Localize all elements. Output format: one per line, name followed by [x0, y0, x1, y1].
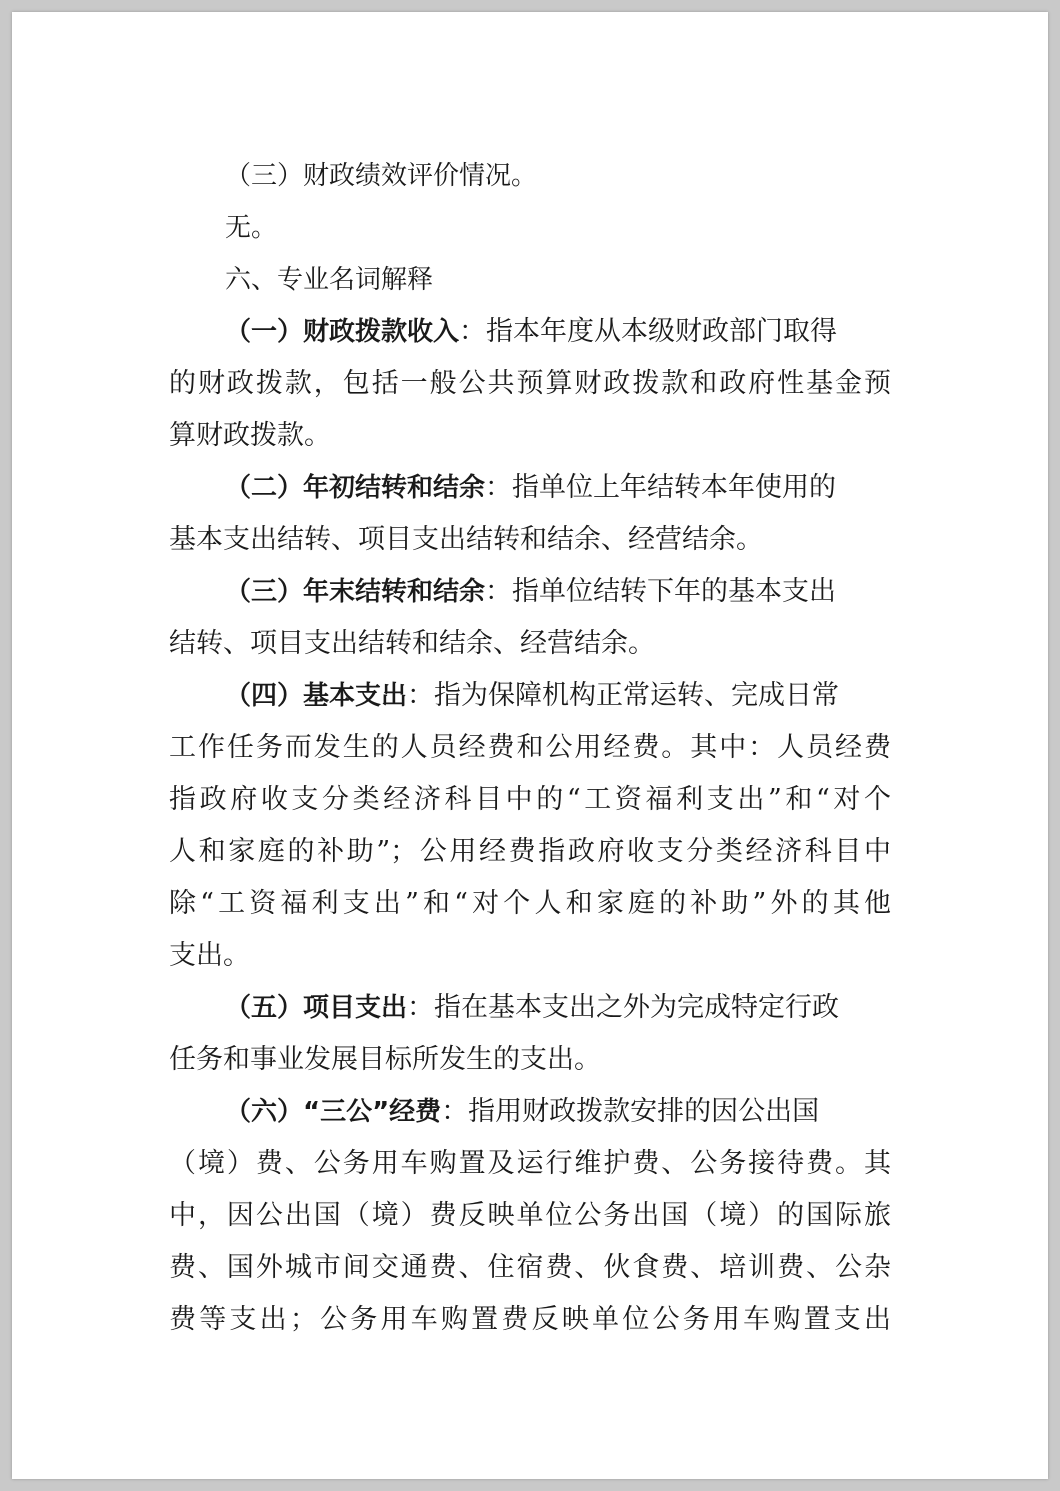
glossary-item-5-line-1 — [169, 982, 891, 1034]
glossary-item-6-line-2: （境）费、公务用车购置及运行维护费、公务接待费。其 — [169, 1148, 891, 1179]
glossary-item-6-line-4: 费、国外城市间交通费、住宿费、伙食费、培训费、公杂 — [169, 1252, 891, 1283]
section-heading-performance: （三）财政绩效评价情况。 — [225, 161, 538, 191]
glossary-item-3-line-2: 结转、项目支出结转和结余、经营结余。 — [169, 628, 655, 659]
glossary-item-5-line-2: 任务和事业发展目标所发生的支出。 — [169, 1044, 601, 1075]
glossary-item-4-line-4: 人和家庭的补助”；公用经费指政府收支分类经济科目中 — [169, 836, 891, 867]
glossary-item-4-line-3: 指政府收支分类经济科目中的“工资福利支出”和“对个 — [169, 784, 891, 815]
glossary-term-3: （三）年末结转和结余 — [225, 577, 486, 607]
glossary-text: ：指用财政拨款安排的因公出国 — [441, 1096, 820, 1127]
glossary-text: ：指单位结转下年的基本支出 — [485, 576, 837, 607]
glossary-item-2-line-2: 基本支出结转、项目支出结转和结余、经营结余。 — [169, 524, 763, 555]
glossary-text: ：指在基本支出之外为完成特定行政 — [407, 992, 840, 1023]
none-statement: 无。 — [225, 213, 278, 243]
glossary-item-6-line-3: 中，因公出国（境）费反映单位公务出国（境）的国际旅 — [169, 1200, 891, 1231]
glossary-item-4-line-5: 除“工资福利支出”和“对个人和家庭的补助”外的其他 — [169, 888, 891, 919]
glossary-item-4-line-1 — [169, 670, 891, 722]
glossary-item-6-line-5: 费等支出；公务用车购置费反映单位公务用车购置支出 — [169, 1304, 891, 1335]
glossary-term-5: （五）项目支出 — [225, 993, 408, 1023]
glossary-item-1-line-1 — [169, 306, 891, 358]
glossary-term-1: （一）财政拨款收入 — [225, 317, 460, 347]
glossary-text: ：指单位上年结转本年使用的 — [485, 472, 837, 503]
section-heading-glossary: 六、专业名词解释 — [225, 265, 434, 295]
glossary-item-4-line-2: 工作任务而发生的人员经费和公用经费。其中：人员经费 — [169, 732, 891, 763]
document-page — [12, 12, 1048, 1479]
glossary-term-6: （六）“三公”经费 — [225, 1097, 442, 1127]
glossary-text: ：指为保障机构正常运转、完成日常 — [407, 680, 840, 711]
glossary-term-2: （二）年初结转和结余 — [225, 473, 486, 503]
glossary-text: ：指本年度从本级财政部门取得 — [459, 316, 838, 347]
glossary-item-3-line-1 — [169, 566, 891, 618]
glossary-term-4: （四）基本支出 — [225, 681, 408, 711]
glossary-item-4-line-6: 支出。 — [169, 940, 250, 971]
glossary-item-1-line-3: 算财政拨款。 — [169, 420, 331, 451]
glossary-item-6-line-1 — [169, 1086, 891, 1138]
glossary-item-2-line-1 — [169, 462, 891, 514]
glossary-item-1-line-2: 的财政拨款，包括一般公共预算财政拨款和政府性基金预 — [169, 368, 891, 399]
